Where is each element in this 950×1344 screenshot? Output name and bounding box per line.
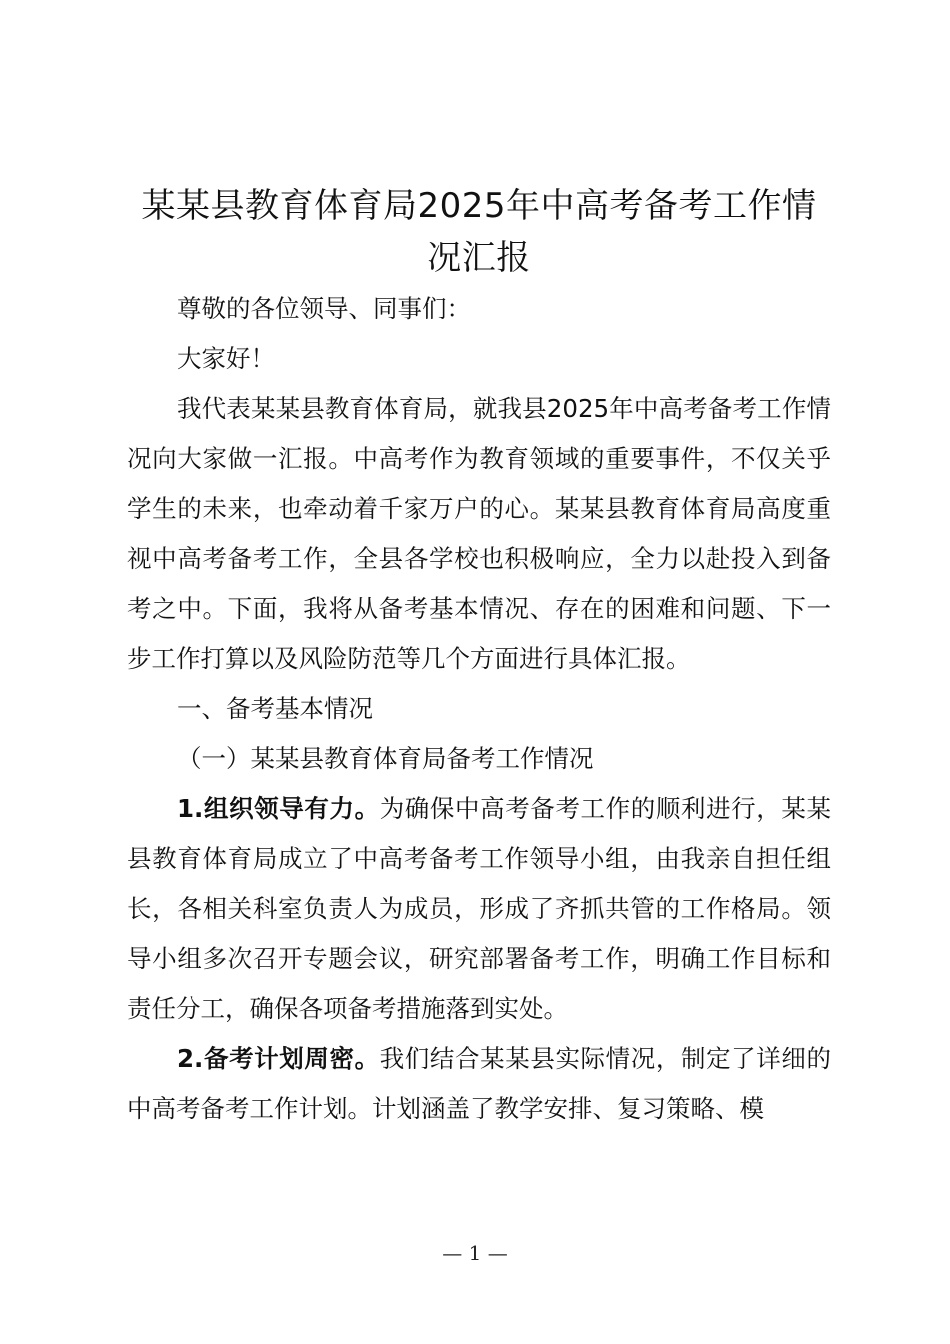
greeting: 大家好！ [177,344,275,373]
page-number: — 1 — [442,1241,508,1265]
intro-paragraph: 我代表某某县教育体育局，就我县2025年中高考备考工作情况向大家做一汇报。中高考作为教育领域的重要事件，不仅关乎学生的未来，也牵动着千家万户的心。某某县教育体育局高度重视中高考备考工作，全县各学校也积极响应，全力以赴投入到备考之中。下面，我将从备考基本情况、存在的困难和问题、下一步工作打算以及风险防范等几个方面进行具体汇报。 [127,394,831,673]
item-paragraph [127,784,831,1034]
item-body: 我们结合某某县实际情况，制定了详细的中高考备考工作计划。计划涵盖了教学安排、复习策略、模 [127,1044,831,1123]
item-paragraph [127,1034,831,1134]
document-page [127,180,831,1134]
salutation: 尊敬的各位领导、同事们： [177,294,471,323]
item-lead: 2.备考计划周密。 [177,1044,380,1073]
section-heading: 一、备考基本情况 [177,694,373,723]
item-body: 为确保中高考备考工作的顺利进行，某某县教育体育局成立了中高考备考工作领导小组，由我亲自担任组长，各相关科室负责人为成员，形成了齐抓共管的工作格局。领导小组多次召开专题会议，研究部署备考工作，明确工作目标和责任分工，确保各项备考措施落到实处。 [127,794,831,1023]
subsection-heading: （一）某某县教育体育局备考工作情况 [177,744,594,773]
document-title: 某某县教育体育局2025年中高考备考工作情况汇报 [141,186,817,278]
item-lead: 1.组织领导有力。 [177,794,380,823]
